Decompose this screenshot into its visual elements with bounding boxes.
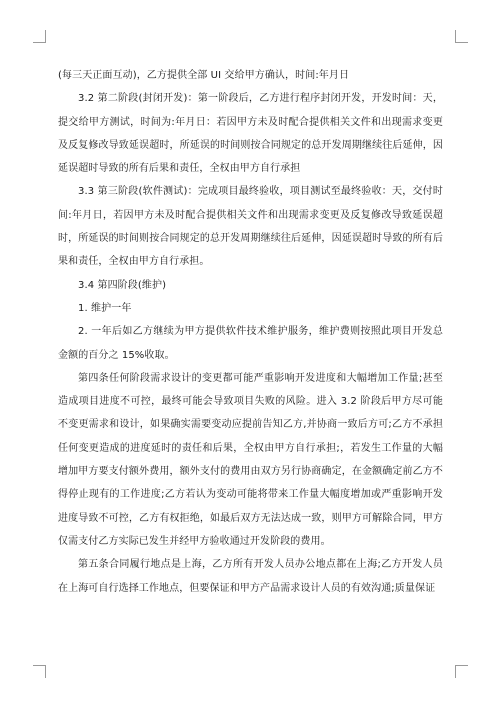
paragraph-phase2: 3.2 第二阶段(封闭开发)：第一阶段后，乙方进行程序封闭开发，开发时间：天，提交给甲方测试，时间为:年月日：若因甲方未及时配合提供相关文件和出现需求变更及反复修改导致延误超时，所延误的时间则按合同规定的总开发周期继续往后延伸，因延误超时导致的所有后果和责任，全权由甲方自行承担 (58, 93, 443, 175)
paragraph-article-4: 第四条任何阶段需求设计的变更都可能严重影响开发进度和大幅增加工作量;甚至造成项目进度不可控，最终可能会导致项目失败的风险。进入 3.2 阶段后甲方尽可能不变更需求和设计，如果确实需要变动应提前告知乙方,并协商一致后方可;乙方不承担任何变更造成的进度延时的责任和后果，全权由甲方自行承担;，若发生工作量的大幅增加甲方要支付额外费用，额外支付的费用由双方另行协商确定，在金额确定前乙方不得停止现有的工作进度;乙方若认为变动可能将带来工作量大幅度增加或严重影响开发进度导致不可控，乙方有权拒绝，如最后双方无法达成一致，则甲方可解除合同，甲方仅需支付乙方实际已发生并经甲方验收通过开发阶段的费用。 (58, 372, 443, 547)
document-body (58, 64, 443, 600)
paragraph-phase1-continuation: (每三天正面互动)，乙方提供全部 UI 交给甲方确认，时间:年月日 (58, 70, 350, 81)
crop-mark-top-left (33, 30, 46, 43)
paragraph-phase3: 3.3 第三阶段(软件测试)：完成项目最终验收，项目测试至最终验收：天，交付时间:年月日，若因甲方未及时配合提供相关文件和出现需求变更及反复修改导致延误超时，所延误的时间则按合同规定的总开发周期继续往后延伸，因延误超时导致的所有后果和责任，全权由甲方自行承担。 (58, 186, 443, 268)
crop-mark-bottom-left (33, 665, 46, 678)
crop-mark-top-right (455, 30, 468, 43)
paragraph-maintenance-item-1: 1. 维护一年 (78, 302, 132, 314)
paragraph-maintenance-item-2: 2. 一年后如乙方继续为甲方提供软件技术维护服务，维护费则按照此项目开发总金额的百分之 15%收取。 (58, 326, 443, 361)
crop-mark-bottom-right (455, 665, 468, 678)
paragraph-article-5: 第五条合同履行地点是上海，乙方所有开发人员办公地点都在上海;乙方开发人员在上海可自行选择工作地点，但要保证和甲方产品需求设计人员的有效沟通;质量保证 (58, 559, 443, 594)
paragraph-phase4-heading: 3.4 第四阶段(维护) (78, 279, 167, 291)
